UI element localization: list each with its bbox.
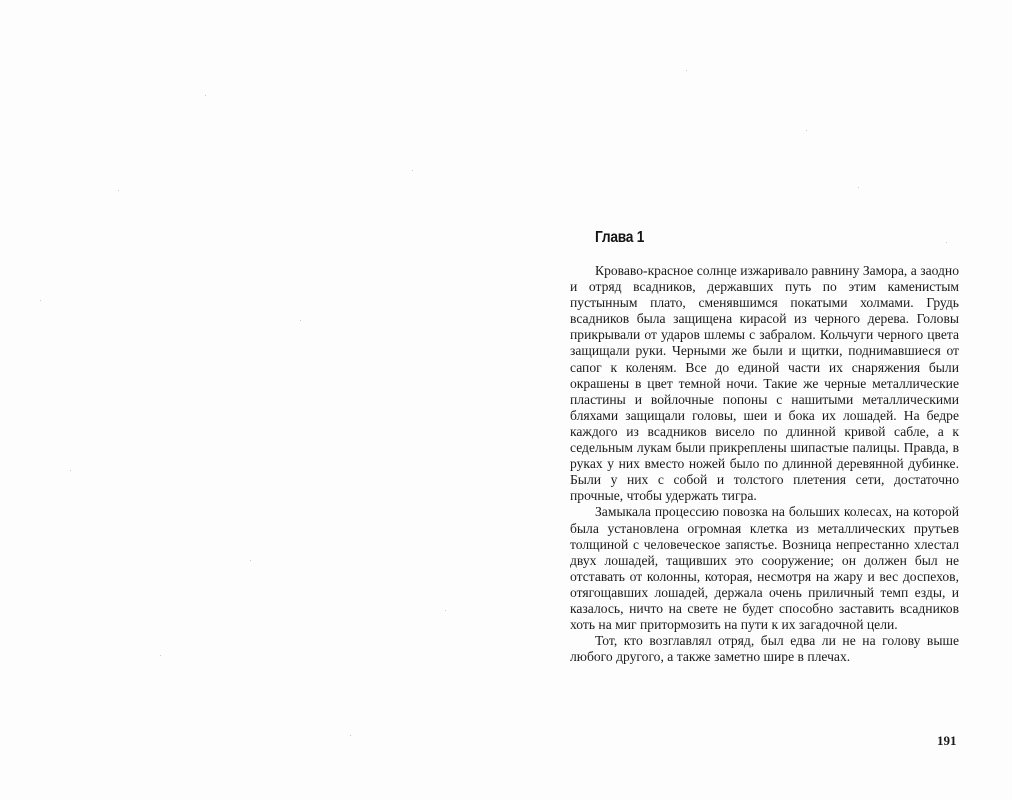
- paper-speck: [946, 242, 947, 243]
- paper-speck: [118, 190, 119, 191]
- paper-speck: [445, 610, 446, 611]
- paper-speck: [40, 300, 41, 301]
- paragraph: Тот, кто возглавлял отряд, был едва ли не на голову выше любого другого, а также заметно шире в плечах.: [570, 633, 959, 665]
- paper-speck: [70, 470, 71, 471]
- paper-speck: [412, 170, 413, 171]
- chapter-body: [570, 263, 959, 665]
- paper-speck: [250, 560, 251, 561]
- paragraph: Замыкала процессию повозка на больших колесах, на которой была установлена огромная клетка из металлических прутьев толщиной с человеческое запястье. Возница непрестанно хлестал двух лошадей, тащивших это сооружение; он должен был не отставать от колонны, которая, несмотря на жару и вес доспехов, отягощавших лошадей, держала очень приличный темп езды, и казалось, ничто на свете не будет способно заставить всадников хоть на миг притормозить на пути к их загадочной цели.: [570, 504, 959, 633]
- paper-speck: [205, 95, 206, 96]
- right-page: [506, 0, 1012, 800]
- paragraph: Кроваво-красное солнце изжаривало равнину Замора, а заодно и отряд всадников, державших путь по этим каменистым пустынным плато, сменявшимся покатыми холмами. Грудь всадников была защищена кирасой из черного дерева. Головы прикрывали от ударов шлемы с забралом. Кольчуги черного цвета защищали руки. Черными же были и щитки, поднимавшиеся от сапог к коленям. Все до единой части их снаряжения были окрашены в цвет темной ночи. Такие же черные металлические пластины и войлочные попоны с нашитыми металлическими бляхами защищали головы, шеи и бока их лошадей. На бедре каждого из всадников висело по длинной кривой сабле, а к седельным лукам были прикреплены шипастые палицы. Правда, в руках у них вместо ножей было по длинной деревянной дубинке. Были у них с собой и толстого плетения сети, достаточно прочные, чтобы удержать тигра.: [570, 263, 959, 504]
- paper-speck: [806, 130, 807, 131]
- paper-speck: [300, 320, 301, 321]
- paper-speck: [160, 655, 161, 656]
- page-number: 191: [937, 733, 957, 748]
- paper-speck: [858, 187, 859, 188]
- paper-speck: [350, 735, 351, 736]
- paper-speck: [686, 70, 687, 71]
- chapter-title: Глава 1: [595, 229, 645, 246]
